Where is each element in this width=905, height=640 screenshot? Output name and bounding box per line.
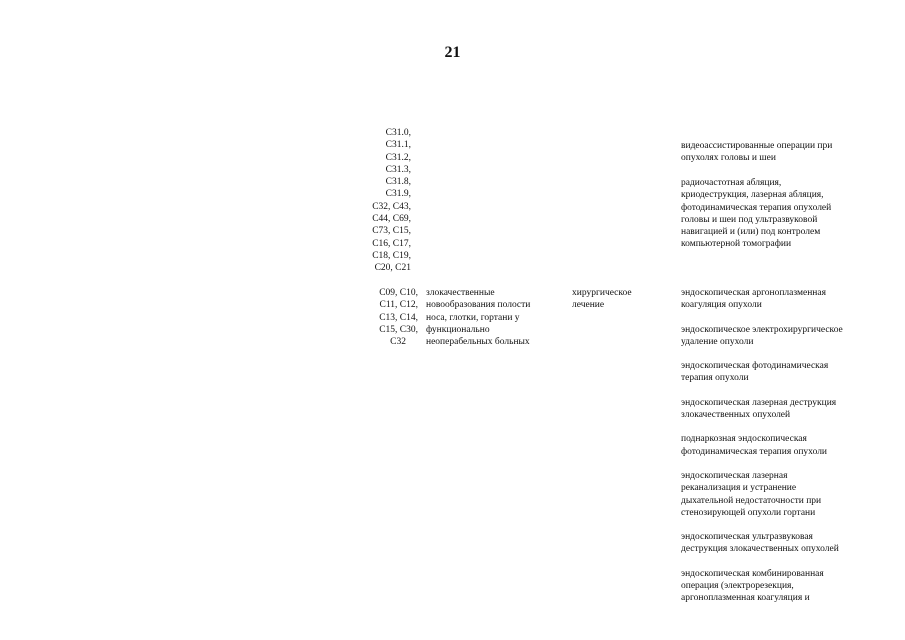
method-item bbox=[681, 470, 843, 519]
method-line: коагуляция опухоли bbox=[681, 300, 762, 311]
disease-line: функционально bbox=[426, 324, 490, 335]
icd-code: С31.8, bbox=[385, 177, 411, 188]
icd-code: С31.3, bbox=[385, 164, 411, 175]
page-number: 21 bbox=[444, 44, 461, 61]
icd-code: С31.9, bbox=[385, 189, 411, 200]
block1-method-2 bbox=[681, 177, 831, 251]
method-line: фотодинамическая терапия опухолей bbox=[681, 202, 832, 213]
icd-code: С44, С69, bbox=[372, 214, 411, 225]
block2-codes bbox=[340, 287, 418, 348]
icd-code: С13, С14, bbox=[379, 312, 418, 323]
icd-code: С31.2, bbox=[385, 152, 411, 163]
block1-method-1 bbox=[681, 140, 832, 165]
icd-code: С09, С10, bbox=[379, 288, 418, 298]
treatment-line: лечение bbox=[572, 300, 605, 311]
method-line: стенозирующей опухоли гортани bbox=[681, 507, 816, 518]
method-line: компьютерной томографии bbox=[681, 239, 792, 250]
method-line: опухолях головы и шеи bbox=[681, 153, 776, 164]
method-line: аргоноплазменная коагуляция и bbox=[681, 593, 810, 604]
block2-methods bbox=[681, 287, 843, 617]
icd-code: С32 bbox=[390, 337, 406, 348]
method-line: терапия опухоли bbox=[681, 373, 749, 384]
block1-codes bbox=[340, 127, 411, 275]
method-item bbox=[681, 397, 843, 422]
method-item bbox=[681, 360, 843, 385]
method-item bbox=[681, 531, 843, 556]
method-line: эндоскопическая фотодинамическая bbox=[681, 361, 829, 372]
method-line: поднаркозная эндоскопическая bbox=[681, 434, 807, 445]
icd-code: С11, С12, bbox=[379, 300, 418, 311]
method-line: радиочастотная абляция, bbox=[681, 178, 782, 188]
method-line: видеоассистированные операции при bbox=[681, 141, 833, 151]
method-line: операция (электрорезекция, bbox=[681, 581, 794, 592]
disease-line: новообразования полости bbox=[426, 300, 531, 311]
method-item bbox=[681, 287, 843, 312]
method-line: фотодинамическая терапия опухоли bbox=[681, 446, 828, 457]
method-line: дыхательной недостаточности при bbox=[681, 495, 822, 506]
icd-code: С73, С15, bbox=[372, 226, 411, 237]
method-line: эндоскопическая лазерная деструкция bbox=[681, 397, 837, 408]
icd-code: С31.1, bbox=[385, 140, 411, 151]
method-line: злокачественных опухолей bbox=[681, 410, 791, 421]
icd-code: С31.0, bbox=[385, 128, 411, 138]
disease-line: злокачественные bbox=[426, 288, 495, 298]
icd-code: С32, С43, bbox=[372, 201, 411, 212]
icd-code: С16, С17, bbox=[372, 238, 411, 249]
method-line: эндоскопическая лазерная bbox=[681, 470, 788, 481]
method-line: реканализация и устранение bbox=[681, 483, 797, 494]
method-line: навигацией и (или) под контролем bbox=[681, 227, 821, 238]
method-item bbox=[681, 324, 843, 349]
icd-code: С18, С19, bbox=[372, 250, 411, 261]
method-line: удаление опухоли bbox=[681, 336, 754, 347]
treatment-line: хирургическое bbox=[572, 288, 632, 298]
icd-code: С15, С30, bbox=[379, 324, 418, 335]
method-item bbox=[681, 568, 843, 605]
method-line: головы и шеи под ультразвуковой bbox=[681, 214, 818, 225]
method-line: эндоскопическое электрохирургическое bbox=[681, 324, 843, 335]
method-line: деструкция злокачественных опухолей bbox=[681, 544, 839, 555]
method-item bbox=[681, 433, 843, 458]
icd-code: С20, С21 bbox=[374, 263, 411, 274]
method-line: эндоскопическая комбинированная bbox=[681, 568, 824, 579]
method-line: криодеструкция, лазерная абляция, bbox=[681, 190, 824, 201]
method-line: эндоскопическая ультразвуковая bbox=[681, 532, 813, 543]
disease-line: носа, глотки, гортани у bbox=[426, 312, 520, 323]
method-line: эндоскопическая аргоноплазменная bbox=[681, 288, 826, 298]
disease-line: неоперабельных больных bbox=[426, 337, 530, 348]
block2-disease bbox=[426, 287, 530, 348]
block2-treatment bbox=[572, 287, 632, 312]
